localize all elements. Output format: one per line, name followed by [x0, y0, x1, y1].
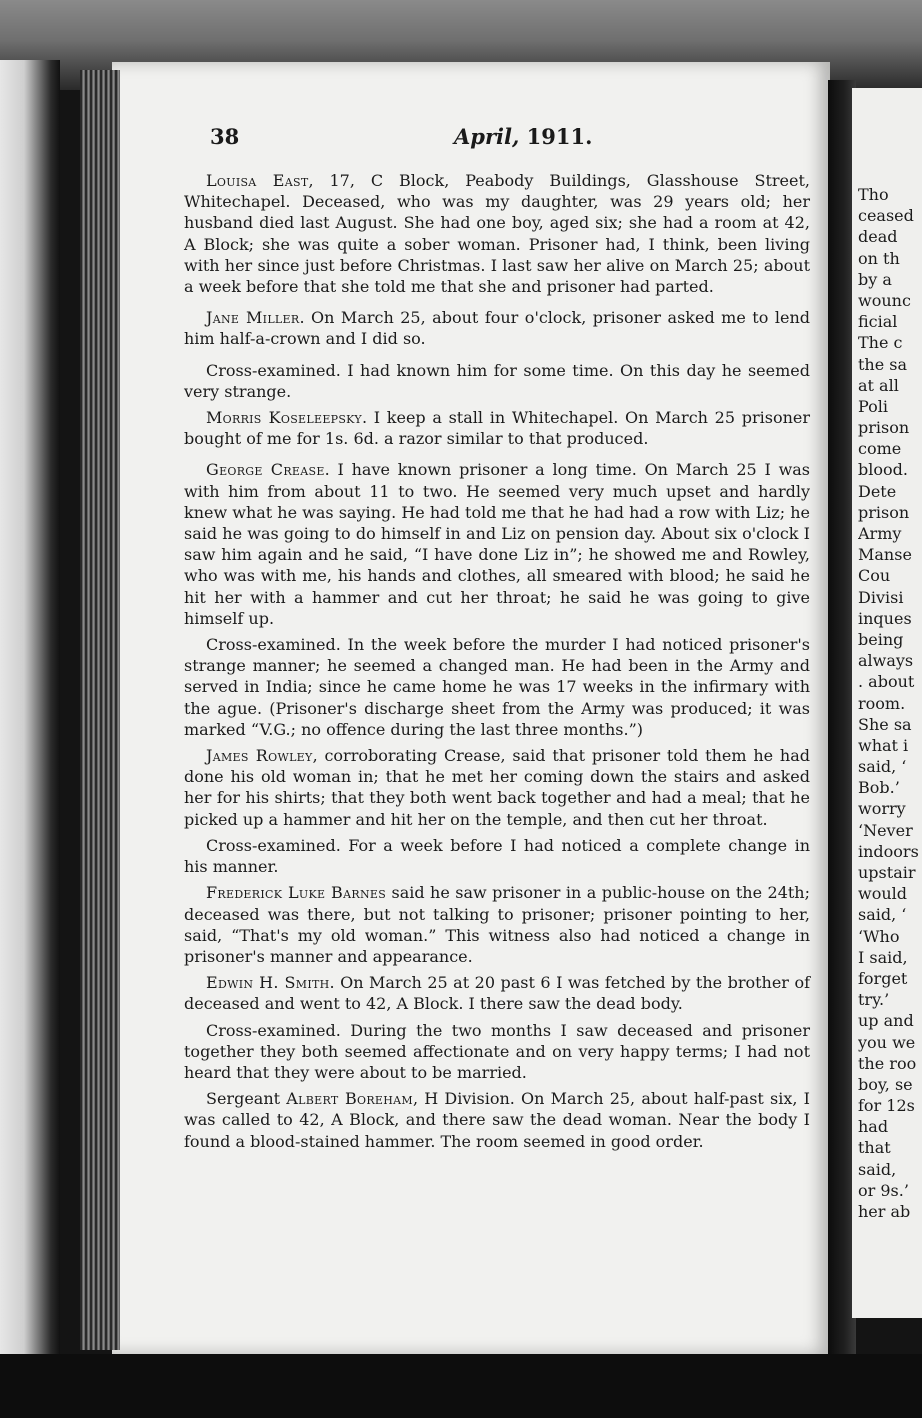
- facing-page-line: by a: [858, 269, 892, 289]
- paragraph-text: Cross-examined. For a week before I had noticed a complete change in his manner.: [184, 835, 810, 877]
- witness-name: Edwin H. Smith: [206, 973, 330, 993]
- facing-page-line: Manse: [858, 545, 912, 565]
- paragraph: [184, 634, 810, 740]
- facing-page-line: Dete: [858, 481, 897, 501]
- facing-page-line: She sa: [858, 714, 912, 734]
- paragraph-text: said he saw prisoner in a public-house on the 24th; deceased was there, but not talking to prisoner; prisoner pointing to her, said, “That's my old woman.” This witness also had noticed a change in prisoner's manner and appearance.: [184, 883, 810, 966]
- facing-page-line: being: [858, 629, 904, 649]
- witness-name: James Rowley: [206, 746, 313, 766]
- facing-page-line: the roo: [858, 1053, 917, 1073]
- facing-page-line: Poli: [858, 396, 888, 416]
- facing-page-line: upstair: [858, 863, 916, 882]
- witness-name: Albert Boreham: [286, 1089, 413, 1109]
- facing-page-line: come: [858, 439, 902, 459]
- facing-page-line: had: [858, 1117, 889, 1137]
- witness-name: Morris Koseleepsky: [206, 408, 362, 428]
- facing-page-line: at all: [858, 375, 899, 395]
- facing-page-line: dead: [858, 227, 898, 247]
- paragraph: [184, 170, 810, 297]
- facing-page-line: said, ‘: [858, 905, 907, 925]
- paragraph: [184, 1088, 810, 1152]
- facing-page-line: for 12s: [858, 1096, 915, 1116]
- facing-page-line: Army: [858, 524, 902, 543]
- paragraph-text: Cross-examined. In the week before the murder I had noticed prisoner's strange manner; he seemed a changed man. He had been in the Army and served in India; since he came home he was 17 weeks in the infirmary with the ague. (Prisoner's discharge sheet from the Army was produced; it was marked “V.G.; no offence during the last three months.”): [184, 635, 810, 739]
- facing-page-line: prison: [858, 502, 910, 522]
- paragraph-text: . On March 25, about four o'clock, prisoner asked me to lend him half-a-crown and I did so.: [184, 308, 810, 349]
- facing-page-line: blood.: [858, 460, 908, 480]
- page-header: [210, 124, 810, 154]
- facing-page-line: ceased: [858, 206, 914, 226]
- facing-page-line: boy, se: [858, 1074, 913, 1094]
- paragraph-text: , H Division. On March 25, about half-past six, I was called to 42, A Block, and there saw the dead woman. Near the body I found a blood-stained hammer. The room seemed in good order.: [184, 1089, 810, 1151]
- paragraph-text: . I have known prisoner a long time. On March 25 I was with him from about 11 to two. He seemed very much upset and hardly knew what he was saying. He had told me that he had had a row with Liz; he said he was going to do himself in and Liz on pension day. About six o'clock I saw him again and he said, “I have done Liz in”; he showed me and Rowley, who was with me, his hands and clothes, all smeared with blood; he said he hit her with a hammer and cut her throat; he said he was going to give himself up.: [184, 460, 811, 628]
- book-page-edges: [80, 70, 120, 1350]
- paragraph: [184, 360, 810, 402]
- facing-page-line: Bob.’: [858, 778, 900, 798]
- facing-page-line: ficial: [858, 312, 898, 332]
- paragraph: [184, 835, 810, 877]
- facing-page-line: up and: [858, 1011, 914, 1031]
- facing-page-line: always: [858, 651, 914, 671]
- facing-page-text: [858, 184, 922, 1222]
- facing-page-line: said,: [858, 1159, 897, 1179]
- facing-page-line: prison: [858, 418, 910, 438]
- facing-page-line: Cou: [858, 566, 891, 586]
- witness-name: Jane Miller: [206, 308, 300, 328]
- facing-page-line: the sa: [858, 354, 908, 374]
- facing-page-line: inques: [858, 608, 912, 628]
- paragraph: [184, 882, 810, 967]
- facing-page-line: try.’: [858, 990, 890, 1010]
- paragraph: [184, 407, 810, 449]
- facing-page-line: forget: [858, 968, 908, 988]
- witness-name: George Crease: [206, 460, 325, 480]
- facing-page-line: worry: [858, 799, 906, 819]
- facing-page-line: that: [858, 1138, 891, 1158]
- witness-name: Frederick Luke Barnes: [206, 883, 387, 903]
- facing-page-line: ‘Never: [858, 820, 913, 840]
- paragraph-text: Cross-examined. During the two months I saw deceased and prisoner together they both seemed affectionate and on very happy terms; I had not heard that they were about to be married.: [184, 1020, 810, 1082]
- facing-page: [852, 88, 922, 1318]
- paragraph: [184, 1020, 810, 1084]
- paragraph: [184, 972, 810, 1014]
- facing-page-line: on th: [858, 248, 900, 268]
- page-number: 38: [210, 124, 240, 149]
- scan-background-left: [0, 60, 60, 1360]
- facing-page-line: or 9s.’: [858, 1180, 909, 1200]
- facing-page-line: wounc: [858, 290, 911, 310]
- running-head: [454, 124, 592, 149]
- facing-page-line: would: [858, 884, 907, 904]
- running-head-month: April,: [454, 124, 520, 149]
- facing-page-line: indoors: [858, 841, 919, 861]
- scan-background-bottom: [0, 1354, 922, 1418]
- facing-page-line: what i: [858, 735, 909, 755]
- facing-page-line: I said,: [858, 947, 908, 967]
- paragraph: [184, 459, 810, 629]
- facing-page-line: The c: [858, 333, 903, 353]
- witness-title: Sergeant: [206, 1089, 287, 1109]
- facing-page-line: . about: [858, 672, 915, 692]
- running-head-year: 1911.: [526, 124, 593, 149]
- paragraph: [184, 745, 810, 830]
- facing-page-line: Divisi: [858, 587, 904, 607]
- witness-name: Louisa East: [206, 171, 309, 190]
- facing-page-line: said, ‘: [858, 757, 907, 777]
- paragraph-text: , corroborating Crease, said that prisoner told them he had done his old woman in; that he met her coming down the stairs and asked her for his shirts; that they both went back together and had a meal; that he picked up a hammer and hit her on the temple, and then cut her throat.: [184, 746, 810, 829]
- paragraph-text: . I keep a stall in Whitechapel. On March 25 prisoner bought of me for 1s. 6d. a razor similar to that produced.: [184, 408, 810, 449]
- paragraph-text: Cross-examined. I had known him for some time. On this day he seemed very strange.: [184, 360, 810, 401]
- facing-page-line: room.: [858, 693, 906, 713]
- facing-page-line: ‘Who: [858, 926, 900, 946]
- facing-page-line: Tho: [858, 185, 889, 204]
- facing-page-line: you we: [858, 1032, 916, 1052]
- paragraph-text: , 17, C Block, Peabody Buildings, Glasshouse Street, Whitechapel. Deceased, who was my daughter, was 29 years old; her husband died last August. She had one boy, aged six; she had a room at 42, A Block; she was quite a sober woman. Prisoner had, I think, been living with her since just before Christmas. I last saw her alive on March 25; about a week before that she told me that she and prisoner had parted.: [184, 171, 810, 297]
- paragraph: [184, 307, 810, 349]
- facing-page-line: her ab: [858, 1202, 911, 1221]
- paragraph-text: . On March 25 at 20 past 6 I was fetched by the brother of deceased and went to 42, A Block. I there saw the dead body.: [184, 973, 810, 1014]
- page-body: [184, 170, 810, 1157]
